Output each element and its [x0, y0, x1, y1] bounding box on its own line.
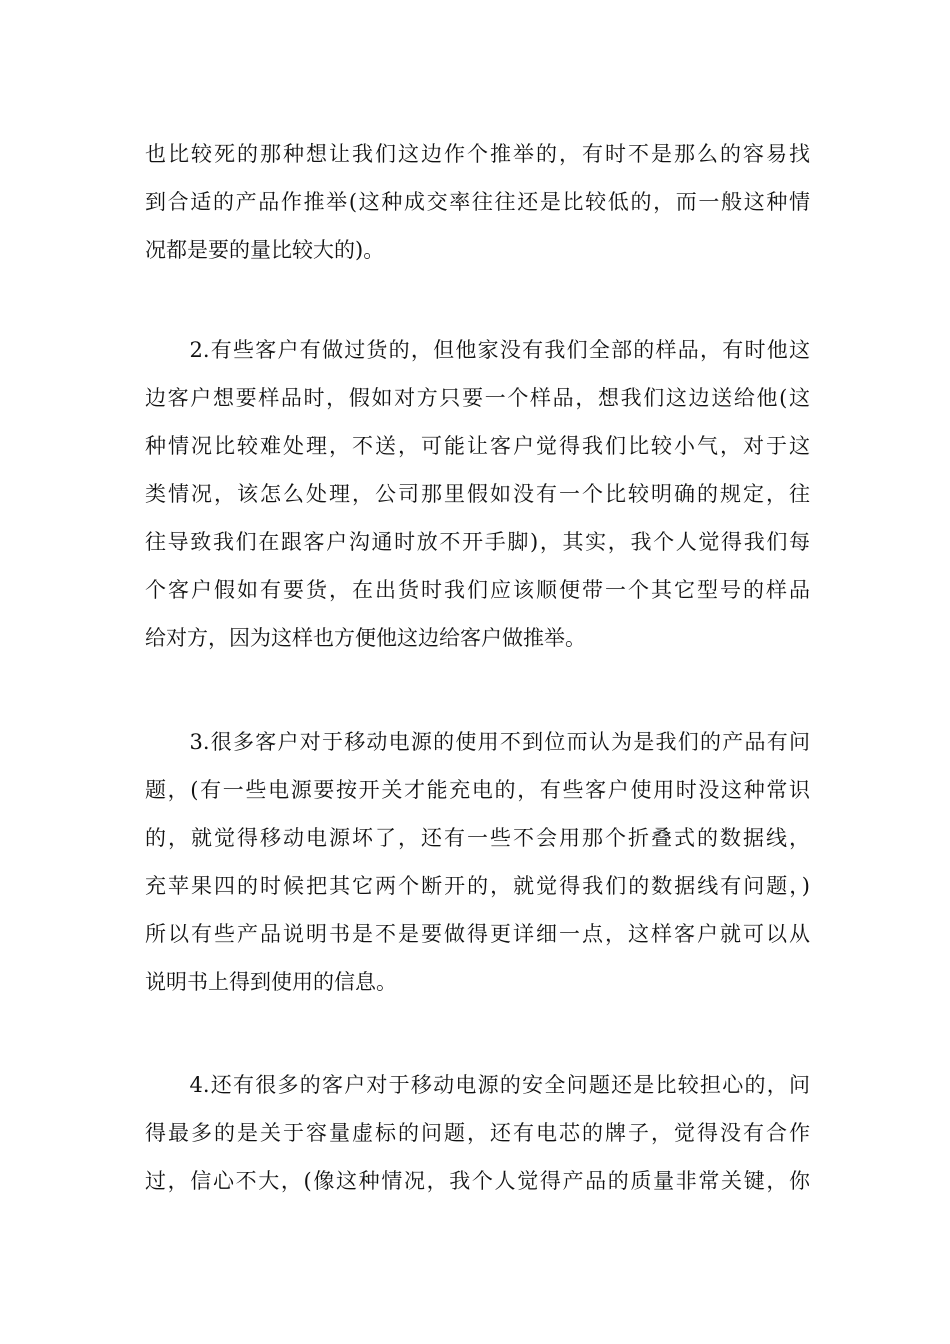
text-line: 给对方，因为这样也方便他这边给客户做推举。	[145, 626, 586, 650]
text-line: 个客户假如有要货，在出货时我们应该顺便带一个其它型号的样品	[145, 578, 810, 602]
text-line: 3.很多客户对于移动电源的使用不到位而认为是我们的产品有问	[145, 730, 810, 754]
text-line: 说明书上得到使用的信息。	[145, 970, 397, 994]
text-line: 类情况，该怎么处理，公司那里假如没有一个比较明确的规定，往	[145, 482, 810, 506]
paragraph-item-3	[145, 718, 810, 1006]
text-line: 过，信心不大，(像这种情况，我个人觉得产品的质量非常关键，你	[145, 1169, 810, 1193]
text-line: 到合适的产品作推举(这种成交率往往还是比较低的，而一般这种情	[145, 190, 810, 214]
text-line: 2.有些客户有做过货的，但他家没有我们全部的样品，有时他这	[145, 338, 810, 362]
text-line: 往导致我们在跟客户沟通时放不开手脚)，其实，我个人觉得我们每	[145, 530, 810, 554]
text-line: 题，(有一些电源要按开关才能充电的，有些客户使用时没这种常识	[145, 778, 810, 802]
text-line: 得最多的是关于容量虚标的问题，还有电芯的牌子，觉得没有合作	[145, 1121, 810, 1145]
text-line: 所以有些产品说明书是不是要做得更详细一点，这样客户就可以从	[145, 922, 810, 946]
paragraph-item-4	[145, 1061, 810, 1205]
text-line: 充苹果四的时候把其它两个断开的，就觉得我们的数据线有问题，)	[145, 874, 810, 898]
paragraph-item-2	[145, 326, 810, 662]
text-line: 边客户想要样品时，假如对方只要一个样品，想我们这边送给他(这	[145, 386, 810, 410]
text-line: 的，就觉得移动电源坏了，还有一些不会用那个折叠式的数据线，	[145, 826, 810, 850]
text-line: 4.还有很多的客户对于移动电源的安全问题还是比较担心的，问	[145, 1073, 810, 1097]
text-line: 也比较死的那种想让我们这边作个推举的，有时不是那么的容易找	[145, 142, 810, 166]
paragraph-continuation	[145, 130, 810, 274]
text-line: 况都是要的量比较大的)。	[145, 238, 385, 262]
text-line: 种情况比较难处理，不送，可能让客户觉得我们比较小气，对于这	[145, 434, 810, 458]
